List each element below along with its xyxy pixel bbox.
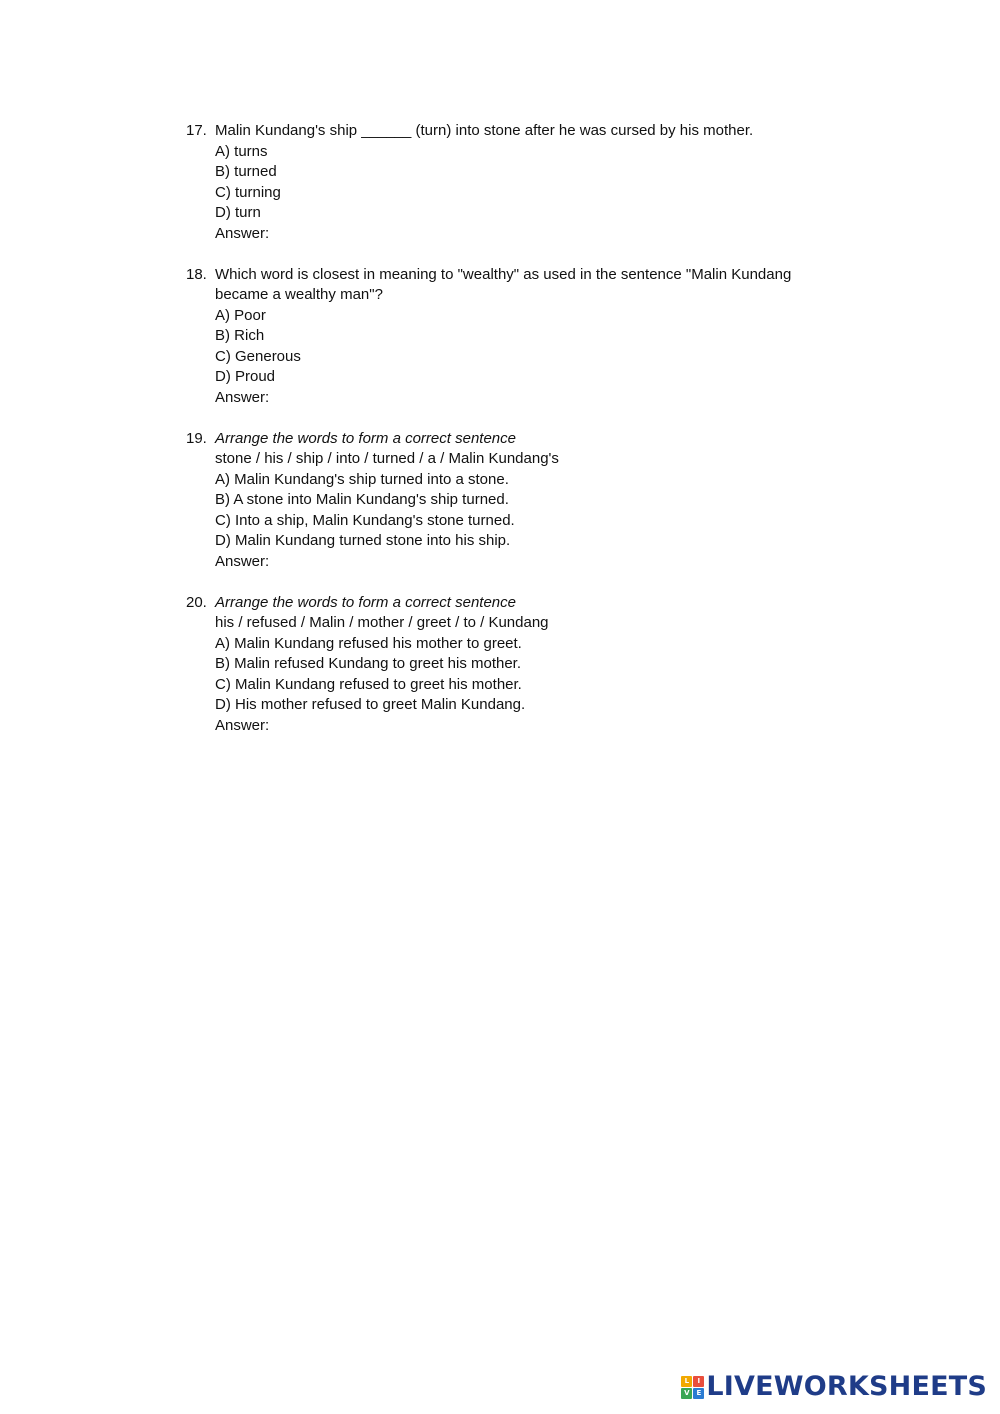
question-number: 19. <box>186 429 207 447</box>
question-body <box>215 593 826 737</box>
question-instruction: Arrange the words to form a correct sentence <box>215 429 516 447</box>
answer-input-18[interactable] <box>275 389 395 405</box>
option-c: C) Malin Kundang refused to greet his mother. <box>215 675 522 693</box>
answer-row <box>215 716 826 737</box>
question-17 <box>186 121 826 244</box>
answer-row <box>215 388 826 409</box>
answer-row <box>215 224 826 245</box>
option-d: D) Malin Kundang turned stone into his ship. <box>215 532 511 549</box>
answer-row <box>215 552 826 573</box>
option-a: A) Poor <box>215 306 266 324</box>
question-20 <box>186 593 826 737</box>
logo-tile-i: I <box>693 1376 704 1387</box>
option-c: C) turning <box>215 183 281 201</box>
liveworksheets-brand <box>681 1371 987 1403</box>
option-b: B) Rich <box>215 327 265 344</box>
option-a: A) Malin Kundang refused his mother to greet. <box>215 634 522 652</box>
answer-label: Answer: <box>215 224 270 242</box>
answer-label: Answer: <box>215 716 270 734</box>
question-number: 18. <box>186 265 207 283</box>
logo-tile-e: E <box>693 1388 704 1399</box>
question-text: Malin Kundang's ship ______ (turn) into stone after he was cursed by his mother. <box>215 122 754 139</box>
option-a: A) turns <box>215 142 268 160</box>
answer-input-20[interactable] <box>275 717 395 733</box>
option-d: D) Proud <box>215 368 276 385</box>
scrambled-words: his / refused / Malin / mother / greet / to / Kundang <box>215 614 549 631</box>
option-d: D) turn <box>215 204 261 221</box>
answer-input-17[interactable] <box>275 225 395 241</box>
question-body <box>215 265 826 409</box>
logo-tile-v: V <box>681 1388 692 1399</box>
option-b: B) Malin refused Kundang to greet his mother. <box>215 655 522 672</box>
option-c: C) Into a ship, Malin Kundang's stone turned. <box>215 511 515 529</box>
worksheet-content <box>186 121 826 757</box>
scrambled-words: stone / his / ship / into / turned / a / Malin Kundang's <box>215 450 559 467</box>
question-instruction: Arrange the words to form a correct sentence <box>215 593 516 611</box>
answer-label: Answer: <box>215 388 270 406</box>
liveworksheets-logo-icon <box>681 1376 703 1398</box>
question-number: 20. <box>186 593 207 611</box>
question-body <box>215 429 826 573</box>
question-text-line-2: became a wealthy man"? <box>215 286 383 303</box>
question-number: 17. <box>186 122 207 139</box>
question-18 <box>186 265 826 409</box>
option-b: B) A stone into Malin Kundang's ship turned. <box>215 491 509 508</box>
option-d: D) His mother refused to greet Malin Kundang. <box>215 696 526 713</box>
question-body <box>215 121 826 244</box>
option-c: C) Generous <box>215 347 301 365</box>
option-b: B) turned <box>215 163 277 180</box>
answer-label: Answer: <box>215 552 270 570</box>
question-text-line-1: Which word is closest in meaning to "wealthy" as used in the sentence "Malin Kundang <box>215 265 792 283</box>
logo-tile-l: L <box>681 1376 692 1387</box>
brand-name: LIVEWORKSHEETS <box>706 1371 987 1402</box>
question-19 <box>186 429 826 573</box>
answer-input-19[interactable] <box>275 553 395 569</box>
option-a: A) Malin Kundang's ship turned into a stone. <box>215 470 509 488</box>
